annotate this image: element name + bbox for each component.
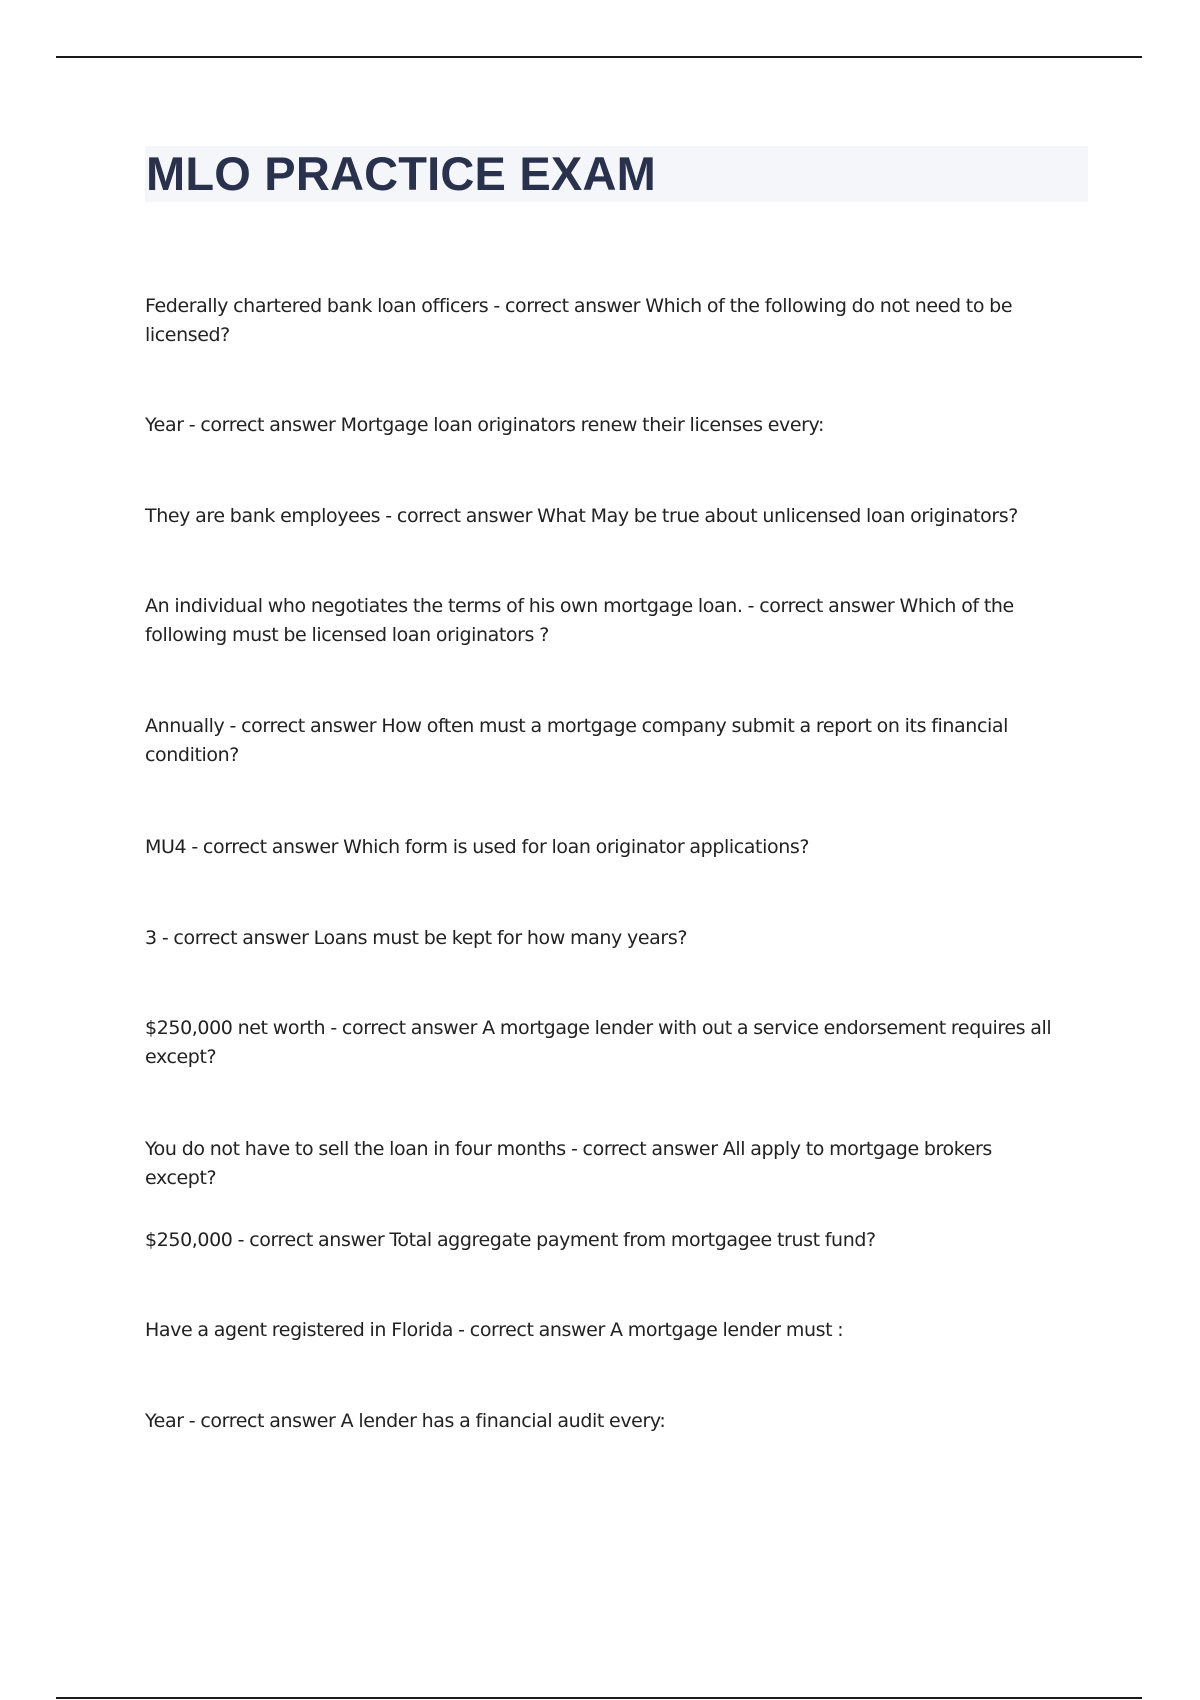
bottom-rule [56, 1697, 1142, 1699]
qa-item: Have a agent registered in Florida - correct answer A mortgage lender must : [145, 1319, 844, 1341]
qa-item: $250,000 net worth - correct answer A mortgage lender with out a service endorsement requires all except? [145, 1017, 1052, 1068]
qa-item: Federally chartered bank loan officers - correct answer Which of the following do not need to be licensed? [145, 295, 1013, 346]
qa-item: MU4 - correct answer Which form is used for loan originator applications? [145, 836, 810, 858]
qa-item: Year - correct answer A lender has a financial audit every: [145, 1410, 666, 1432]
qa-item: 3 - correct answer Loans must be kept for how many years? [145, 927, 688, 949]
document-title: MLO PRACTICE EXAM [146, 147, 656, 200]
qa-item: They are bank employees - correct answer What May be true about unlicensed loan originators? [145, 505, 1018, 527]
qa-item: An individual who negotiates the terms of his own mortgage loan. - correct answer Which of the following must be licensed loan originators ? [145, 595, 1014, 646]
qa-item: You do not have to sell the loan in four months - correct answer All apply to mortgage brokers except? [145, 1138, 992, 1189]
qa-item: Annually - correct answer How often must a mortgage company submit a report on its financial condition? [145, 715, 1008, 766]
top-rule [56, 56, 1142, 58]
qa-item: $250,000 - correct answer Total aggregate payment from mortgagee trust fund? [145, 1229, 876, 1251]
qa-item: Year - correct answer Mortgage loan originators renew their licenses every: [145, 414, 825, 436]
